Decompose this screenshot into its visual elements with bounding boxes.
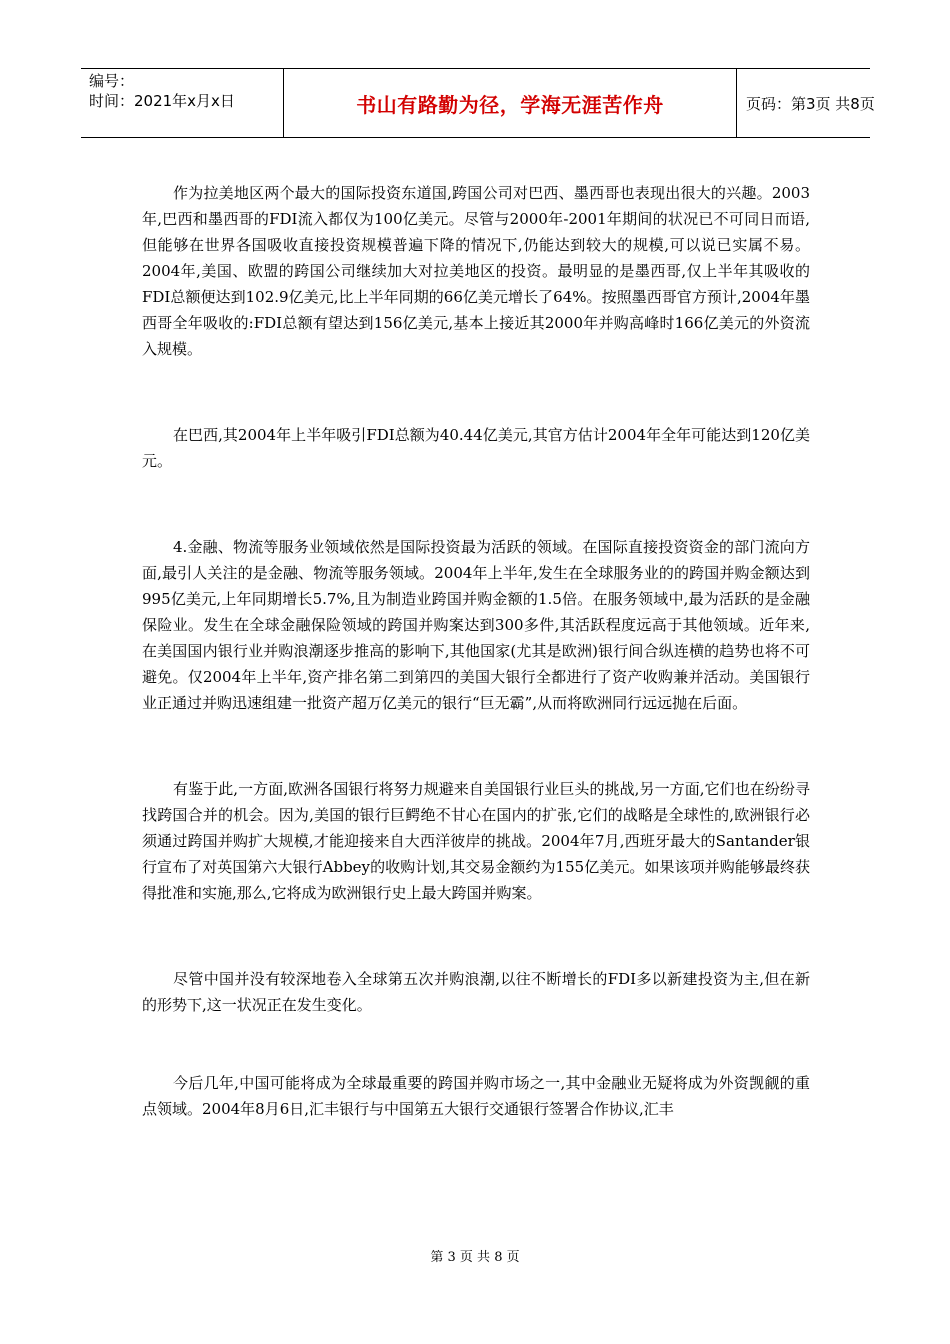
paragraph-brazil: 在巴西,其2004年上半年吸引FDI总额为40.44亿美元,其官方估计2004年全年可能达到120亿美元。 xyxy=(142,426,810,470)
header-page-cell xyxy=(736,69,875,137)
paragraph-services-sector: 4.金融、物流等服务业领域依然是国际投资最为活跃的领域。在国际直接投资资金的部门流向方面,最引人关注的是金融、物流等服务领域。2004年上半年,发生在全球服务业的的跨国并购金额达到995亿美元,上年同期增长5.7%,且为制造业跨国并购金额的1.5倍。在服务领域中,最为活跃的是金融保险业。发生在全球金融保险领域的跨国并购案达到300多件,其活跃程度远高于其他领域。近年来,在美国国内银行业并购浪潮逐步推高的影响下,其他国家(尤其是欧洲)银行间合纵连横的趋势也将不可避免。仅2004年上半年,资产排名第二到第四的美国大银行全都进行了资产收购兼并活动。美国银行业正通过并购迅速组建一批资产超万亿美元的银行“巨无霸”,从而将欧洲同行远远抛在后面。 xyxy=(142,538,810,712)
time-label: 时间：2021年x月x日 xyxy=(89,92,235,110)
header-meta-cell xyxy=(81,69,283,137)
paragraph-china-financial: 今后几年,中国可能将成为全球最重要的跨国并购市场之一,其中金融业无疑将成为外资觊觎的重点领域。2004年8月6日,汇丰银行与中国第五大银行交通银行签署合作协议,汇丰 xyxy=(142,1074,810,1118)
paragraph-latin-america: 作为拉美地区两个最大的国际投资东道国,跨国公司对巴西、墨西哥也表现出很大的兴趣。2003年,巴西和墨西哥的FDI流入都仅为100亿美元。尽管与2000年-2001年期间的状况已不可同日而语,但能够在世界各国吸收直接投资规模普遍下降的情况下,仍能达到较大的规模,可以说已实属不易。2004年,美国、欧盟的跨国公司继续加大对拉美地区的投资。最明显的是墨西哥,仅上半年其吸收的FDI总额便达到102.9亿美元,比上半年同期的66亿美元增长了64%。按照墨西哥官方预计,2004年墨西哥全年吸收的:FDI总额有望达到156亿美元,基本上接近其2000年并购高峰时166亿美元的外资流入规模。 xyxy=(142,184,810,358)
header-motto-cell xyxy=(283,69,737,137)
page-info: 页码：第3页 共8页 xyxy=(746,95,875,113)
document-body xyxy=(142,180,810,1122)
page-footer: 第 3 页 共 8 页 xyxy=(430,1250,520,1265)
document-header xyxy=(81,68,875,138)
paragraph-european-banks: 有鉴于此,一方面,欧洲各国银行将努力规避来自美国银行业巨头的挑战,另一方面,它们也在纷纷寻找跨国合并的机会。因为,美国的银行巨鳄绝不甘心在国内的扩张,它们的战略是全球性的,欧洲银行必须通过跨国并购扩大规模,才能迎接来自大西洋彼岸的挑战。2004年7月,西班牙最大的Santander银行宣布了对英国第六大银行Abbey的收购计划,其交易金额约为155亿美元。如果该项并购能够最终获得批准和实施,那么,它将成为欧洲银行史上最大跨国并购案。 xyxy=(142,780,810,902)
number-label: 编号： xyxy=(89,72,135,90)
paragraph-china-mna: 尽管中国并没有较深地卷入全球第五次并购浪潮,以往不断增长的FDI多以新建投资为主,但在新的形势下,这一状况正在发生变化。 xyxy=(142,970,810,1014)
motto-text: 书山有路勤为径，学海无涯苦作舟 xyxy=(356,93,664,117)
